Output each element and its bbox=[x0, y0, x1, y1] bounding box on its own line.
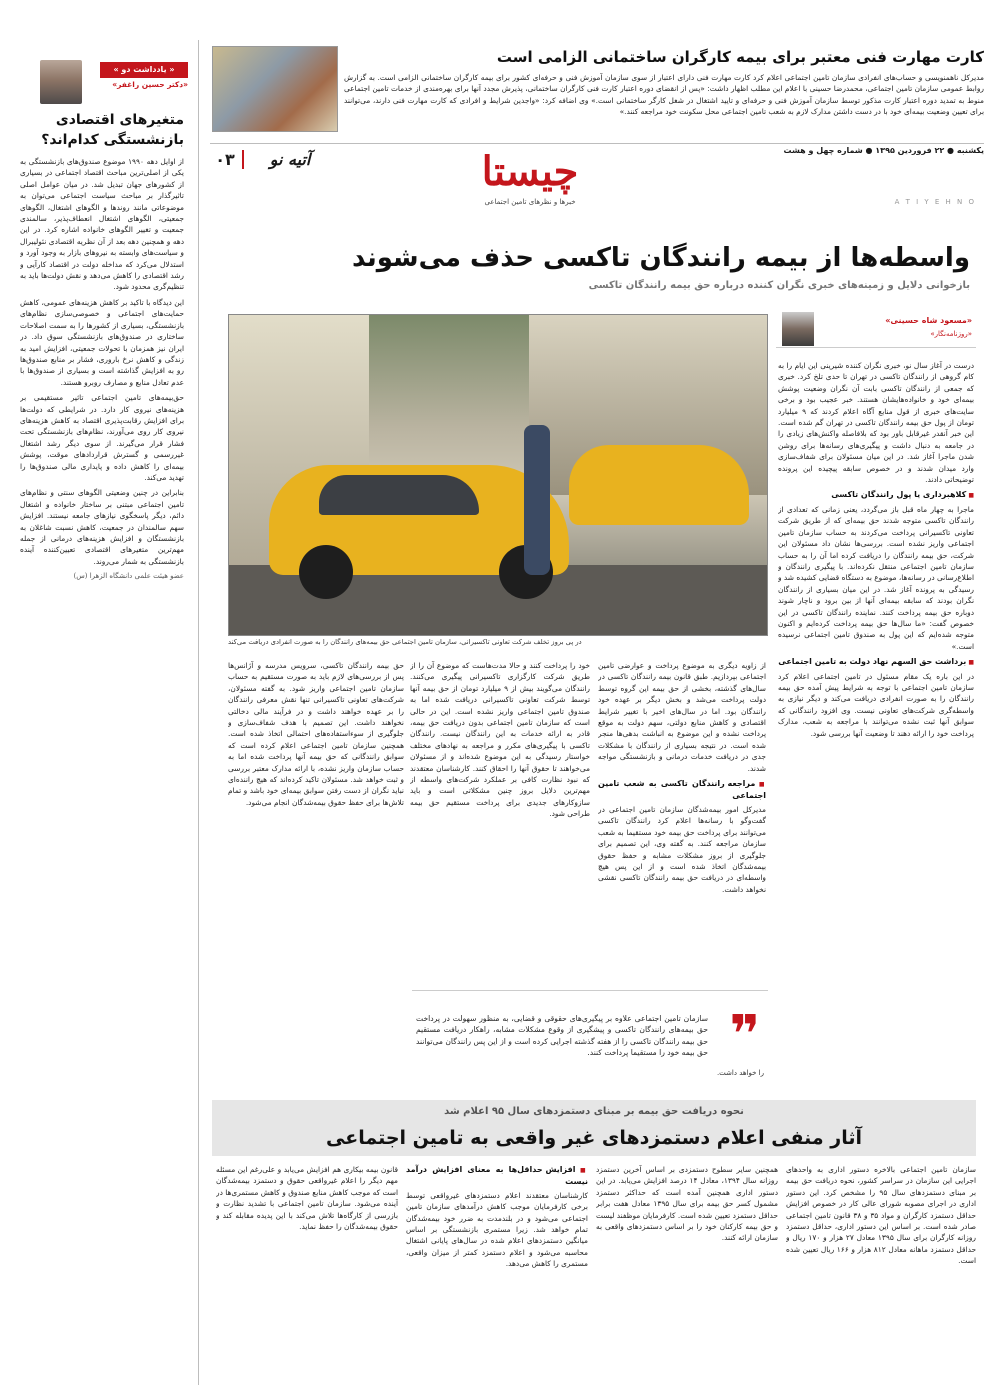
sidebar bbox=[0, 40, 196, 1385]
subhead: ■ کلاهبرداری یا پول رانندگان تاکسی bbox=[778, 489, 974, 501]
taxi-photo bbox=[228, 314, 768, 636]
subhead: ■ مراجعه رانندگان تاکسی به شعب تامین اجتماعی bbox=[598, 778, 766, 802]
top-news-body: مدیرکل ناهمنویسی و حساب‌های انفرادی سازمان تامین اجتماعی اعلام کرد کارت مهارت فنی دارای اعتبار از سوی سازمان آموزش فنی و حرفه‌ای کشور برای بیمه کارگران ساختمانی الزامی است. به گزارش روابط عمومی سازمان تامین اجتماعی، محمدرضا حسینی با اعلام این مطلب اظهار داشت: «پس از انقضای دوره اعتبار کارت فنی کارگران ساختمانی، پذیرش مجدد آنها برای بهره‌مندی از خدمات تامین اجتماعی منوط به تمدید دوره اعتبار کارت مذکور توسط سازمان آموزش فنی و حرفه‌ای و تایید اشتغال در شغل کارگر ساختمانی است.» وی اضافه کرد: «واجدین شرایط و افرادی که کارت مهارت فنی دارند، می‌توانند برای تعیین وضعیت بیمه‌ای خود با در دست داشتن مدارک لازم به شعب تامین اجتماعی محل سکونت خود مراجعه کنند.» bbox=[344, 73, 984, 117]
main-headline: واسطه‌ها از بیمه رانندگان تاکسی حذف می‌شوند bbox=[351, 243, 970, 273]
main-paragraph: از زاویه دیگری به موضوع پرداخت و عوارضی تامین اجتماعی بپردازیم. طبق قانون بیمه رانندگان تاکسی در سال‌های گذشته، بخشی از حق بیمه این گروه توسط دولت پرداخت می‌شد و بخش دیگر بر عهده خود رانندگان بود. اما در سال‌های اخیر با تغییر شرایط اقتصادی و کاهش منابع دولتی، سهم دولت به موقع پرداخت نشده و این موضوع به انباشت بدهی‌ها منجر شده است. در نتیجه بسیاری از رانندگان با مشکلات جدی در دریافت خدمات درمانی و بازنشستگی مواجه شدند. bbox=[598, 661, 766, 773]
sidebar-title: متغیرهای اقتصادی بازنشستگی کدام‌اند؟ bbox=[41, 112, 184, 148]
page-number: ۰۳ bbox=[208, 150, 244, 169]
quote-box bbox=[412, 990, 768, 1086]
main-col4: حق بیمه رانندگان تاکسی، سرویس مدرسه و آژانس‌ها پس از بررسی‌های لازم باید به صورت مستقیم به حساب سازمان تامین اجتماعی واریز شود. به گفته مسئولان، شرکت‌های تعاونی تاکسیرانی تنها نقش معرفی رانندگان را بر عهده خواهند داشت و در فرآیند مالی دخالتی نخواهند داشت. این تصمیم با هدف شفاف‌سازی و جلوگیری از سوءاستفاده‌های احتمالی اتخاذ شده است. همچنین سازمان تامین اجتماعی اعلام کرده است که سوابق رانندگانی که حق بیمه آنها پرداخت شده اما به حساب سازمان واریز نشده، با ارائه مدارک معتبر بررسی و ثبت خواهد شد. مسئولان تاکید کرده‌اند که هیچ راننده‌ای نباید نگران از دست رفتن سوابق بیمه‌ای خود باشد و تمام تلاش‌ها برای حفظ حقوق بیمه‌شدگان انجام می‌شود. bbox=[228, 661, 404, 807]
photo-caption: در پی بروز تخلف شرکت تعاونی تاکسیرانی، سازمان تامین اجتماعی حق بیمه‌های رانندگان را به صورت انفرادی دریافت می‌کند bbox=[228, 638, 582, 646]
masthead-tagline: خبرها و نظرهای تامین اجتماعی bbox=[484, 198, 576, 206]
masthead-latin: A T I Y E H N O bbox=[894, 198, 976, 206]
main-paragraph: در این باره یک مقام مسئول در تامین اجتماعی اعلام کرد سازمان تامین اجتماعی با توجه به شرایط پیش آمده حق بیمه رانندگان را به صورت انفرادی دریافت می‌کند و دیگر نیازی به واسطه‌گری شرکت‌های تعاونی نیست. وی افزود رانندگانی که سوابق آنها ثبت نشده می‌توانند با مراجعه به شعب، مدارک پرداخت خود را ارائه دهند تا وضعیت آنها بررسی شود. bbox=[778, 671, 974, 738]
main-paragraph: ماجرا به چهار ماه قبل باز می‌گردد، یعنی زمانی که تعدادی از رانندگان تاکسی متوجه شدند حق بیمه‌ای که از طریق شرکت تعاونی تاکسیرانی پرداخت می‌کردند به حساب سازمان تامین اجتماعی واریز نشده است. بررسی‌ها نشان داد مسئولان این شرکت، حق بیمه رانندگان را دریافت کرده اما آن را به حساب سازمان تامین اجتماعی منتقل نکرده‌اند. با پیگیری رانندگان و اطلاع‌رسانی در رسانه‌ها، موضوع به دستگاه قضایی کشیده شد و رسیدگی به پرونده آغاز شد. در این میان بسیاری از رانندگان نگران بودند که سابقه بیمه‌ای آنها از بین برود و ناچار شوند دوباره حق بیمه پرداخت کنند. نماینده رانندگان تاکسی در این خصوص گفت: «ما سال‌ها حق بیمه پرداخت کرده‌ایم و اکنون متوجه شده‌ایم که این پول به صندوق تامین اجتماعی نرسیده است.» bbox=[778, 504, 974, 651]
sidebar-body bbox=[20, 156, 184, 1376]
sidebar-paragraph: این دیدگاه با تاکید بر کاهش هزینه‌های عمومی، کاهش حمایت‌های اجتماعی و خصوصی‌سازی نظام‌های بازنشستگی، بسیاری از کشورها را به سمت اصلاحات ساختاری در صندوق‌های بازنشستگی سوق داد. در ایران نیز همزمان با تحولات جمعیتی، افزایش امید به زندگی و کاهش نرخ باروری، فشار بر منابع صندوق‌ها رو به افزایش گذاشته است و بسیاری از صندوق‌ها با عدم تعادل منابع و مصارف روبرو هستند. bbox=[20, 297, 184, 387]
author-role: «روزنامه‌نگار» bbox=[930, 330, 972, 338]
bottom-col2: همچنین سایر سطوح دستمزدی بر اساس آخرین دستمزد روزانه سال ۱۳۹۴، معادل ۱۴ درصد افزایش می‌یابد. در این دستور اداری همچنین آمده است که حداکثر دستمزد مشمول کسر حق بیمه برای سال ۱۳۹۵ معادل هفت برابر حداقل دستمزد تعیین شده است. کارفرمایان موظفند لیست و حق بیمه کارکنان خود را بر اساس دستمزدهای واقعی به سازمان ارائه کنند. bbox=[596, 1165, 778, 1243]
sidebar-paragraph: حق‌بیمه‌های تامین اجتماعی تاثیر مستقیمی بر هزینه‌های نیروی کار دارد. در شرایطی که دولت‌ها برای افزایش رقابت‌پذیری اقتصاد به کاهش هزینه‌های نیروی کار روی می‌آورند، نظام‌های بازنشستگی تحت فشار قرار می‌گیرند. از سوی دیگر رشد اشتغال غیررسمی و گسترش قراردادهای موقت، پوشش بیمه‌ای را کاهش داده و پایداری مالی صندوق‌ها را تهدید می‌کند. bbox=[20, 393, 184, 482]
sidebar-paragraph: بنابراین در چنین وضعیتی الگوهای سنتی و نظام‌های تامین اجتماعی مبتنی بر ساختار خانواده و اشتغال دائم، دیگر پاسخگوی نیازهای جامعه نیستند. افزایش سهم سالمندان در جمعیت، کاهش نسبت شاغلان به بازنشستگان و افزایش هزینه‌های درمانی از جمله مهم‌ترین متغیرهای اقتصادی تعیین‌کننده آینده بازنشستگی به شمار می‌روند. bbox=[20, 488, 184, 566]
sidebar-section-label: « یادداشت دو » bbox=[100, 62, 188, 78]
main-intro: درست در آغاز سال نو، خبری نگران کننده شیرینی این ایام را به کام گروهی از رانندگان تاکسی در تهران تا حدی تلخ کرد. خبری که جمعی از رانندگان تاکسی بابت آن نگران وضعیت پوشش بیمه‌ای خود و خانواده‌هایشان هستند. خبر عجیب بود و برخی سایت‌های خبری از قول منابع آگاه اعلام کردند که ۹ میلیارد تومان از پول حق بیمه رانندگان تاکسی در تهران گم شده است. این خبر آنقدر غیرقابل باور بود که بلافاصله واکنش‌های زیادی را در جامعه به دنبال داشت و پیگیری‌های رسانه‌ها برای روشن شدن ماجرا آغاز شد. در این میان مسئولان برای شفاف‌سازی وارد میدان شدند و در خصوص سابقه پیچیده این پرونده توضیحاتی دادند. bbox=[778, 361, 974, 485]
main-col3: خود را پرداخت کنند و حالا مدت‌هاست که موضوع آن را از طریق شرکت کارگزاری تاکسیرانی پیگیری می‌کنند. رانندگان می‌گویند بیش از ۹ میلیارد تومان از حق بیمه آنها توسط شرکت تعاونی تاکسیرانی دریافت شده اما به صندوق تامین اجتماعی واریز نشده است. این در حالی است که سازمان تامین اجتماعی بدون دریافت حق بیمه، قادر به ارائه خدمات به این رانندگان نیست. رانندگان تاکسی با پیگیری‌های مکرر و مراجعه به نهادهای مختلف خواستار رسیدگی به این موضوع شده‌اند و از مسئولان می‌خواهند تا حقوق آنها را احقاق کنند. کارشناسان معتقدند که نبود نظارت کافی بر عملکرد شرکت‌های واسطه از مهم‌ترین دلایل بروز چنین مشکلاتی است و باید سازوکارهای جدیدی برای پرداخت مستقیم حق بیمه طراحی شود. bbox=[410, 661, 590, 819]
sidebar-paragraph: از اوایل دهه ۱۹۹۰ موضوع صندوق‌های بازنشستگی به یکی از اصلی‌ترین مباحث اقتصاد اجتماعی در بسیاری از کشورهای جهان تبدیل شد. در میان عوامل اصلی تاثیرگذار بر مباحث سیاست اجتماعی می‌توان به موضوعاتی مانند روندها و الگوهای اشتغال، الگوهای جمعیتی، الگوهای اشتغال انعطاف‌پذیر، سالمندی جمعیت و تغییر الگوهای خانواده اشاره کرد. در این دهه و همچنین دهه بعد از آن نظریه اقتصادی نئولیبرال و سیاست‌های وابسته به نیروهای بازار به وجود آورد و استدلال می‌کرد که مداخله دولت در اقتصاد کارآیی و رشد اقتصادی را کاهش می‌دهد و نقش دولت‌ها باید به تنظیم‌گری محدود شود. bbox=[20, 157, 184, 292]
bottom-paragraph: کارشناسان معتقدند اعلام دستمزدهای غیرواقعی توسط برخی کارفرمایان موجب کاهش درآمدهای سازمان تامین اجتماعی می‌شود و در بلندمدت به ضرر خود بیمه‌شدگان تمام خواهد شد. زیرا مستمری بازنشستگی بر اساس میانگین دستمزدهای اعلام شده در سال‌های پایانی اشتغال محاسبه می‌شود و اعلام دستمزد کمتر از میزان واقعی، مستمری را کاهش می‌دهد. bbox=[406, 1190, 588, 1269]
main-subheadline: بازخوانی دلایل و زمینه‌های خبری نگران کننده درباره حق بیمه رانندگان تاکسی bbox=[588, 280, 970, 291]
quote-tail: را خواهد داشت. bbox=[716, 1069, 764, 1077]
masthead-date: یکشنبه ● ۲۲ فروردین ۱۳۹۵ ● شماره چهل و هشت bbox=[783, 146, 984, 155]
main-col2 bbox=[598, 660, 766, 980]
quote-mark-icon: ❞ bbox=[729, 1005, 760, 1065]
sidebar-divider bbox=[198, 40, 199, 1385]
masthead-logo: چیستا bbox=[481, 148, 579, 195]
masthead-section: آتیه نو bbox=[269, 150, 311, 169]
bottom-col1: سازمان تامین اجتماعی بالاخره دستور اداری به واحدهای اجرایی این سازمان در سراسر کشور، نحوه دریافت حق بیمه بر مبنای دستمزدهای سال ۹۵ را مشخص کرد. این دستور اداری در اجرای مصوبه شورای عالی کار در خصوص افزایش حداقل دستمزد کارگران و مواد ۳۵ و ۳۸ قانون تامین اجتماعی صادر شده است. بر اساس این دستور اداری، حداقل دستمزد روزانه کارگران برای سال ۱۳۹۵ معادل ۲۷ هزار و ۱۷۰ ریال و حداقل دستمزد ماهانه معادل ۸۱۲ هزار و ۱۶۶ ریال تعیین شده است. bbox=[786, 1165, 976, 1266]
subhead: ■ افزایش حداقل‌ها به معنای افزایش درآمد نیست bbox=[406, 1164, 588, 1188]
sidebar-author: «دکتر حسین راغفر» bbox=[112, 80, 188, 89]
masthead-rule bbox=[210, 143, 984, 144]
top-news-title: کارت مهارت فنی معتبر برای بیمه کارگران ساختمانی الزامی است bbox=[496, 48, 984, 66]
top-news-photo bbox=[212, 46, 338, 132]
main-col1 bbox=[778, 360, 974, 1060]
author-photo bbox=[782, 312, 814, 346]
taxi-shape bbox=[569, 445, 749, 525]
bottom-col4: قانون بیمه بیکاری هم افزایش می‌یابد و علی‌رغم این مسئله مهم دیگر را اعلام غیرواقعی حقوق و دستمزد بیمه‌شدگان است که موجب کاهش منابع صندوق و کاهش مستمری‌ها در آینده می‌شود. سازمان تامین اجتماعی با تشدید نظارت و بازرسی از کارگاه‌ها تلاش می‌کند با این پدیده مقابله کند و حقوق بیمه‌شدگان را حفظ نماید. bbox=[216, 1165, 398, 1232]
bottom-col3 bbox=[406, 1164, 588, 1376]
author-name: «مسعود شاه حسینی» bbox=[885, 316, 972, 325]
bottom-headline: آثار منفی اعلام دستمزدهای غیر واقعی به تامین اجتماعی bbox=[326, 1127, 862, 1149]
quote-text: سازمان تامین اجتماعی علاوه بر پیگیری‌های حقوقی و قضایی، به منظور سهولت در پرداخت حق بیمه‌های رانندگان تاکسی و پیشگیری از وقوع مشکلات مشابه، راهکار دریافت مستقیم حق بیمه رانندگان تاکسی را از هفته گذشته اجرایی کرده است و از این پس رانندگان می‌توانند حق بیمه خود را مستقیما پرداخت کنند. bbox=[416, 1014, 708, 1058]
bottom-kicker: نحوه دریافت حق بیمه بر مبنای دستمزدهای سال ۹۵ اعلام شد bbox=[444, 1106, 744, 1117]
author-box bbox=[776, 312, 976, 348]
sidebar-signature: عضو هیئت علمی دانشگاه الزهرا (س) bbox=[73, 572, 184, 581]
subhead: ■ برداشت حق السهم نهاد دولت به تامین اجتماعی bbox=[778, 656, 974, 668]
main-paragraph: مدیرکل امور بیمه‌شدگان سازمان تامین اجتماعی در گفت‌وگو با رسانه‌ها اعلام کرد رانندگان تاکسی می‌توانند برای پرداخت حق بیمه خود مستقیما به شعب سازمان مراجعه کنند. به گفته وی، این تصمیم برای جلوگیری از بروز مشکلات مشابه و حفظ حقوق بیمه‌شدگان اتخاذ شده است و از این پس هیچ واسطه‌ای در دریافت حق بیمه رانندگان تاکسی نقشی نخواهد داشت. bbox=[598, 804, 766, 894]
author-photo bbox=[40, 60, 82, 104]
